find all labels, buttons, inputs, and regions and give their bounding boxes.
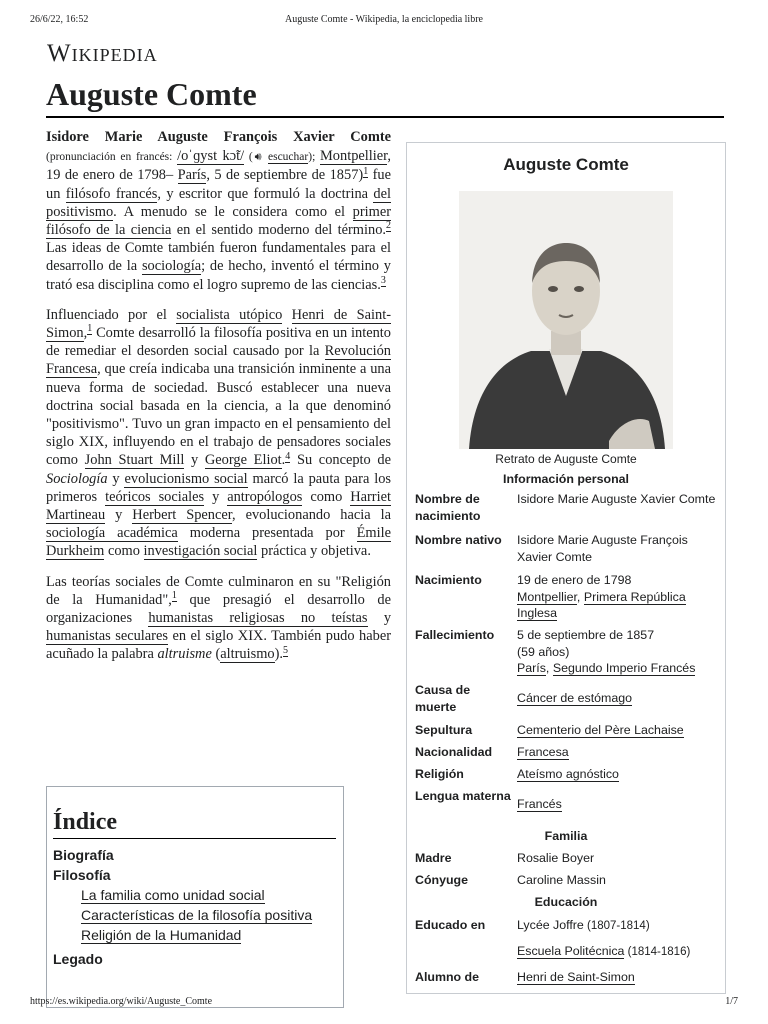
toc-list [47, 847, 343, 967]
link-socialista-utopico[interactable]: socialista utópico [176, 306, 283, 323]
link-investigacion-social[interactable]: investigación social [143, 543, 258, 560]
link-segundo-imperio[interactable]: Segundo Imperio Francés [552, 661, 696, 675]
link-escuela-politecnica[interactable]: Escuela Politécnica [517, 943, 625, 958]
infobox: Auguste Comte Retrato de Auguste Comte Información personal Nombre de nacimiento Isidore Marie Auguste Xavier Comte Nombre nativo Isidore Marie Auguste François Xavier Comte Nacimiento 19 de enero de 1798 Montpellier, Primera República Inglesa Fallecimiento 5 de septiembre de 1857 (59 años) París, Segundo Imperio Francés Causa de muerte Cáncer de estómago Sepultura Cementerio del Père Lachaise Nacionalidad Francesa Religión Ateísmo agnóstico Lengua materna Francés Familia Madre Rosalie Boyer Cónyuge Caroline Massin Educación Educado en Lycée Joffre (1807-1814) Escuela Politécnica (1814-1816) Alumno de Henri de Saint-Simon [406, 142, 726, 994]
link-cancer-estomago[interactable]: Cáncer de estómago [517, 691, 633, 705]
link-herbert-spencer[interactable]: Herbert Spencer [132, 507, 232, 524]
link-teoricos-sociales[interactable]: teóricos sociales [105, 488, 205, 505]
link-altruismo[interactable]: altruismo [220, 646, 275, 663]
ref-3[interactable]: 3 [380, 274, 386, 286]
intro-paragraph: Isidore Marie Auguste François Xavier Comte (pronunciación en francés: /oˈɡyst kɔ̃t/ (🔊︎ escuchar); Montpellier, 19 de enero de 1798– París, 5 de septiembre de 1857)$^1$ fue un filósofo francés, y escritor que formuló la doctrina del positivismo. A menudo se le considera como el primer filósofo de la ciencia en el sentido moderno del término.$^2$ Las ideas de Comte también fueron fundamentales para el desarrollo de la sociología; de hecho, inventó el término y trató esa disciplina como el logro supremo de las ciencias.$^3$ [46, 129, 391, 293]
link-sociologia[interactable]: sociología [141, 258, 202, 275]
section-educacion: Educación [534, 895, 598, 909]
link-montpellier-infobox[interactable]: Montpellier [517, 589, 577, 604]
link-humanistas-religiosas[interactable]: humanistas religiosas no teístas [148, 610, 368, 627]
full-name: Isidore Marie Auguste François Xavier Comte [46, 129, 391, 145]
link-primera-republica[interactable]: Primera República Inglesa [517, 589, 686, 620]
toc-divider [53, 838, 336, 839]
link-harriet-martineau[interactable]: Harriet Martineau [46, 488, 391, 524]
link-frances[interactable]: Francés [517, 797, 562, 811]
link-revolucion-francesa[interactable]: Revolución Francesa [46, 343, 391, 378]
page-number: 1/7 [725, 996, 738, 1007]
print-date: 26/6/22, 16:52 [30, 14, 89, 25]
link-henri-saint-simon[interactable]: Henri de Saint-Simon [46, 306, 391, 342]
influence-paragraph: Influenciado por el socialista utópico Henri de Saint-Simon,$^1$ Comte desarrolló la filosofía positiva en un intento de remediar el desorden social causado por la Revolución Francesa, que creía indicaba una transición inminente a una nueva forma de sociedad. Buscó establecer una nueva doctrina social basada en la ciencia, a la que denominó "positivismo". Tuvo un gran impacto en el pensamiento del siglo XIX, influyendo en el trabajo de pensadores sociales como John Stuart Mill y George Eliot.$^4$ Su concepto de Sociología y evolucionismo social marcó la pauta para los primeros teóricos sociales y antropólogos como Harriet Martineau y Herbert Spencer, evolucionando hacia la sociología académica moderna presentada por Émile Durkheim como investigación social práctica y objetiva. [46, 306, 392, 560]
link-paris-infobox[interactable]: París [517, 661, 546, 675]
toc-item-familia[interactable]: La familia como unidad social [81, 887, 265, 903]
print-footer [30, 996, 738, 1010]
title-divider [46, 116, 724, 118]
toc-item-religion[interactable]: Religión de la Humanidad [81, 927, 242, 943]
ref-2[interactable]: 2 [386, 220, 391, 232]
table-of-contents [46, 786, 344, 1008]
ref-1[interactable]: 1 [363, 165, 369, 177]
ref-5[interactable]: 5 [282, 644, 288, 656]
infobox-title: Auguste Comte [503, 155, 629, 174]
toc-item-legado[interactable]: Legado [53, 951, 103, 967]
section-informacion-personal: Información personal [503, 472, 629, 486]
link-pere-lachaise[interactable]: Cementerio del Père Lachaise [517, 723, 684, 737]
page-url: https://es.wikipedia.org/wiki/Auguste_Comte [30, 996, 213, 1007]
section-familia: Familia [544, 829, 588, 843]
link-filosofo-ciencia[interactable]: primer filósofo de la ciencia [46, 203, 391, 239]
link-francesa[interactable]: Francesa [517, 745, 569, 759]
ref-1b[interactable]: 1 [87, 323, 93, 335]
speaker-icon[interactable]: 🔊︎ [252, 151, 268, 164]
link-sociologia-academica[interactable]: sociología académica [46, 525, 178, 542]
link-evolucionismo-social[interactable]: evolucionismo social [124, 470, 248, 487]
link-george-eliot[interactable]: George Eliot [204, 452, 282, 469]
listen-link[interactable]: escuchar [268, 151, 309, 164]
toc-item-caracteristicas[interactable]: Características de la filosofía positiva [81, 907, 313, 923]
print-title: Auguste Comte - Wikipedia, la enciclopedia libre [285, 14, 483, 25]
link-positivismo[interactable]: del positivismo [46, 185, 391, 220]
link-john-stuart-mill[interactable]: John Stuart Mill [84, 452, 185, 469]
link-antropologos[interactable]: antropólogos [227, 488, 303, 505]
link-humanistas-seculares[interactable]: humanistas seculares [46, 628, 168, 645]
portrait-caption: Retrato de Auguste Comte [495, 452, 637, 466]
portrait-image[interactable] [459, 191, 673, 449]
article-body [46, 128, 391, 676]
ref-4[interactable]: 4 [285, 450, 291, 462]
link-henri-saint-simon-infobox[interactable]: Henri de Saint-Simon [517, 970, 635, 984]
link-ateismo-agnostico[interactable]: Ateísmo agnóstico [517, 767, 619, 781]
religion-paragraph: Las teorías sociales de Comte culminaron en su "Religión de la Humanidad",$^1$ que presagió el desarrollo de organizaciones humanistas religiosas no teístas y humanistas seculares en el siglo XIX. También pudo haber acuñado la palabra altruisme (altruismo).$^5$ [46, 573, 392, 663]
link-emile-durkheim[interactable]: Émile Durkheim [46, 525, 391, 560]
link-paris[interactable]: París [177, 167, 207, 184]
page-title: Auguste Comte [46, 76, 257, 112]
toc-item-biografia[interactable]: Biografía [53, 847, 114, 863]
wikipedia-logo[interactable]: Wikipedia [47, 40, 158, 67]
ipa-link[interactable]: /oˈɡyst kɔ̃t/ [177, 148, 245, 165]
print-header [30, 14, 738, 30]
ref-1c[interactable]: 1 [171, 590, 177, 602]
toc-item-filosofia[interactable]: Filosofía [53, 867, 111, 883]
link-filosofo-frances[interactable]: filósofo francés [65, 185, 158, 202]
toc-title: Índice [53, 809, 118, 835]
link-montpellier[interactable]: Montpellier [320, 148, 388, 165]
